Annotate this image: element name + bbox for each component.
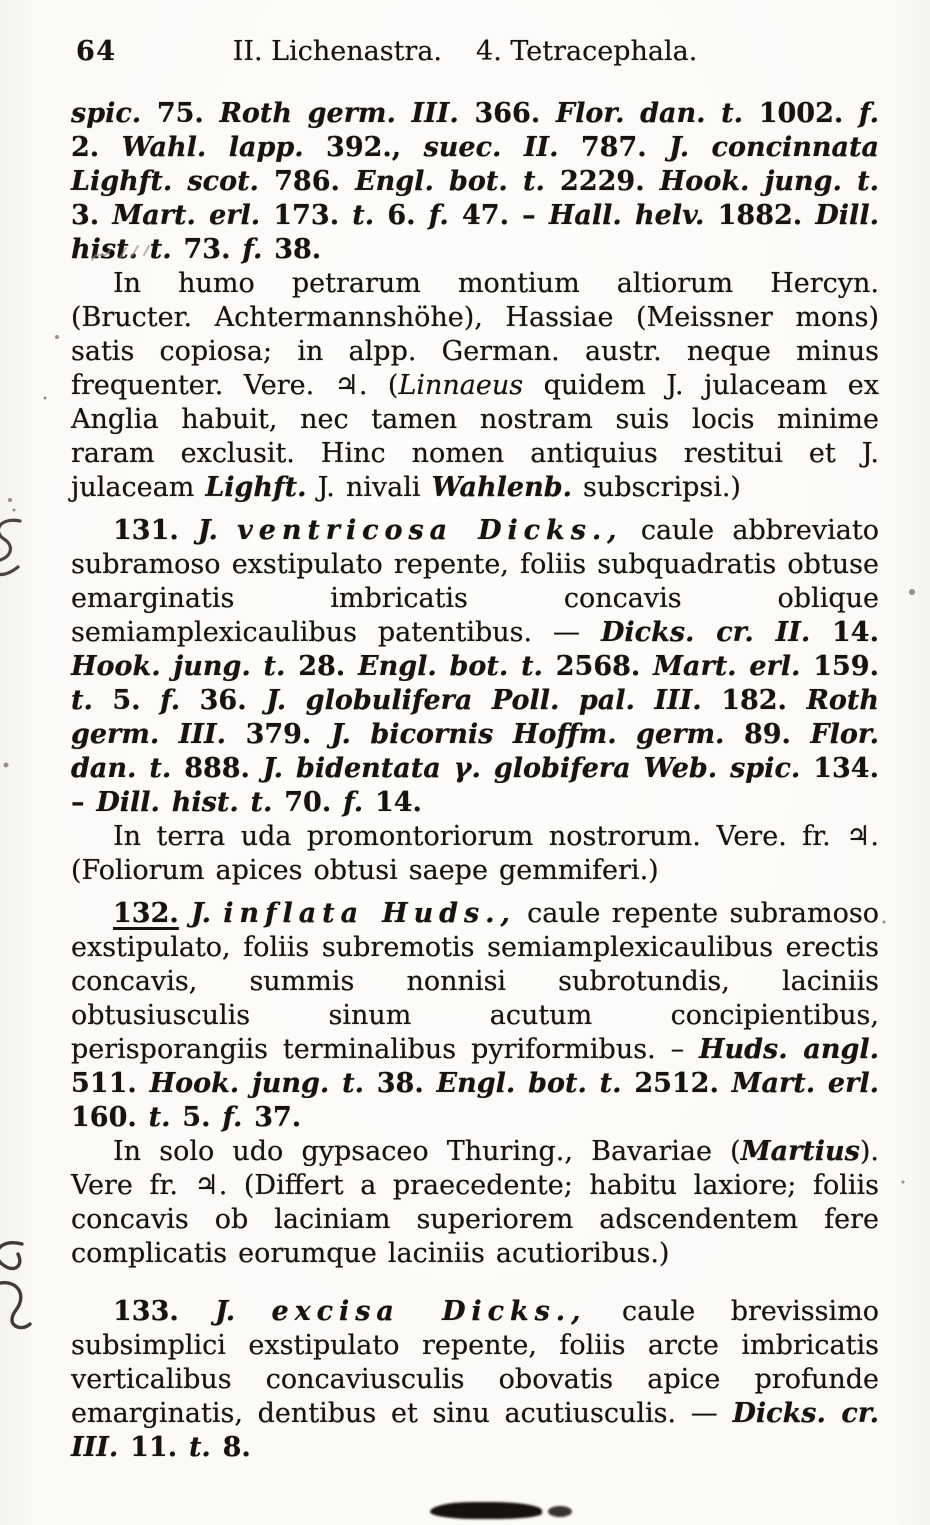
text-run: Dill. hist. t. (71, 200, 879, 265)
text-run: f. (858, 98, 879, 129)
text-run: In humo petrarum montium altiorum Hercyn. (Bructer. Achtermannshöhe), Hassiae (Meissner mons) satis copiosa; in alpp. German. austr. neque minus frequenter. Vere. ♃. ( (71, 268, 879, 401)
text-run: Engl. bot. t. (355, 166, 561, 197)
page-number: 64 (76, 36, 117, 67)
species-entry-131 (71, 514, 879, 820)
text-run: Mart. erl. (731, 1068, 879, 1099)
text-run: 173. (273, 200, 353, 231)
running-title-subsection: 4. Tetracephala. (476, 36, 698, 67)
text-run: J. (197, 515, 238, 546)
text-run: Wahl. lapp. (121, 132, 327, 163)
text-run: 38. (376, 1068, 437, 1099)
text-run: quidem J. julaceam ex Anglia habuit, nec tamen nostram suis locis minime raram exclusit. Hinc nomen antiquius restitui et J. julaceam (71, 370, 879, 503)
handwritten-flourish-upper-icon (0, 515, 28, 581)
text-run: 159. (813, 651, 879, 682)
text-run: Dicks. cr. III. (71, 1398, 879, 1463)
text-run: 132. (113, 898, 179, 929)
text-run: f. (242, 234, 275, 265)
text-run: caule repente subramoso exstipulato, foliis subremotis semiamplexicaulibus erectis concavis, summis nonnisi subrotundis, laciniis obtusiusculis sinum acutum concipientibus, perisporangiis terminalibus pyriformibus. – (71, 898, 879, 1065)
text-run: Engl. bot. t. (357, 651, 556, 682)
text-run: J. (215, 1296, 272, 1327)
text-run: Roth germ. III. (71, 685, 880, 750)
text-run: 2568. (555, 651, 654, 682)
text-run: Mart. erl. (112, 200, 274, 231)
text-run: Flor. dan. t. (555, 98, 759, 129)
text-run: 38. (274, 234, 322, 265)
species-entry-133 (71, 1295, 879, 1465)
text-run: 160. (71, 1102, 149, 1133)
running-title-section: II. Lichenastra. (232, 36, 443, 67)
habitat-note-130 (71, 267, 879, 505)
text-run: 182. (721, 685, 807, 716)
text-run: Wahlenb. (431, 472, 573, 503)
text-run: suec. II. (423, 132, 581, 163)
habitat-note-131 (71, 820, 879, 888)
text-run: 888. (184, 753, 263, 784)
text-run: 379. (245, 719, 331, 750)
text-run: J. concinnata Lighft. scot. (71, 132, 880, 197)
running-title (0, 36, 930, 67)
text-run: t. (352, 200, 388, 231)
text-run: 6. (387, 200, 429, 231)
text-run: J. (190, 898, 224, 929)
text-run: 73. (183, 234, 243, 265)
text-run: subscripsi.) (572, 472, 741, 503)
text-run: caule brevissimo subsimplici exstipulato repente, foliis arcte imbricatis verticalibus concaviusculis obovatis apice profunde emarginatis, dentibus et sinu acutiusculis. — (71, 1296, 879, 1429)
text-run: Hall. helv. (548, 200, 718, 231)
text-run: 11. (130, 1432, 189, 1463)
text-run: 8. (222, 1432, 251, 1463)
text-run: Dill. hist. t. (96, 787, 285, 818)
text-run: Martius (740, 1136, 860, 1167)
text-run: ). Vere fr. ♃. (Differt a praecedente; habitu laxiore; foliis concavis ob laciniam superiorem adscendentem fere complicatis eorumque laciniis acutioribus.) (71, 1136, 879, 1269)
text-run: Engl. bot. t. (436, 1068, 635, 1099)
text-run: caule abbreviato subramoso exstipulato repente, foliis subquadratis obtuse emarginatis imbricatis concavis oblique semiamplexicaulibus patentibus. — (71, 515, 879, 648)
text-run: 2229. (560, 166, 660, 197)
text-run: t. (188, 1432, 223, 1463)
text-run (179, 898, 191, 929)
text-run: 786. (274, 166, 356, 197)
text-run: Hook. jung. t. (149, 1068, 377, 1099)
text-run: 36. (199, 685, 267, 716)
text-run: 787. (580, 132, 670, 163)
text-run: 392., (326, 132, 424, 163)
text-run: 134. – (71, 753, 879, 818)
text-run: 14. (374, 787, 422, 818)
text-run: 5. (182, 1102, 223, 1133)
text-run: In terra uda promontoriorum nostrorum. Vere. fr. ♃. (Foliorum apices obtusi saepe gemmiferi.) (71, 821, 879, 886)
text-run: 70. (284, 787, 344, 818)
text-run: inflata Huds., (223, 898, 516, 929)
text-body (71, 97, 879, 1465)
text-run: Huds. angl. (698, 1034, 879, 1065)
text-run: t. (71, 685, 113, 716)
habitat-note-132 (71, 1135, 879, 1271)
text-run: 511. (71, 1068, 150, 1099)
text-run: 89. (743, 719, 811, 750)
text-run: J. globulifera Poll. pal. III. (266, 685, 722, 716)
citation-continuation (71, 97, 879, 267)
text-run: J. nivali (306, 472, 432, 503)
species-entry-132 (71, 897, 879, 1135)
ink-smudge (430, 1502, 542, 1519)
text-run: Hook. jung. t. (659, 166, 879, 197)
handwritten-flourish-lower-icon (0, 1236, 34, 1338)
text-run: 5. (112, 685, 161, 716)
text-run: Hook. jung. t. (71, 651, 299, 682)
text-run: Lighft. (205, 472, 307, 503)
text-run: 131. (113, 515, 198, 546)
text-run: 1002. (758, 98, 859, 129)
text-run: 28. (298, 651, 358, 682)
text-run: 47. – (462, 200, 549, 231)
text-run: 1882. (717, 200, 816, 231)
text-run: f. (428, 200, 463, 231)
text-run: Linnaeus (398, 370, 524, 401)
text-run: Flor. dan. t. (71, 719, 880, 784)
text-run: t. (148, 1102, 183, 1133)
text-run: 366. (474, 98, 556, 129)
text-run: 3. (71, 200, 113, 231)
text-run: f. (343, 787, 375, 818)
text-run: J. bidentata γ. globifera Web. spic. (262, 753, 814, 784)
text-run: 2512. (634, 1068, 732, 1099)
text-run: 37. (254, 1102, 302, 1133)
text-run: 75. (156, 98, 220, 129)
text-run: 2. (71, 132, 122, 163)
text-run: 133. (113, 1296, 216, 1327)
text-run: Roth germ. III. (219, 98, 475, 129)
text-run: J. bicornis Hoffm. germ. (330, 719, 744, 750)
text-run: Mart. erl. (653, 651, 814, 682)
text-run: ventricosa Dicks., (237, 515, 623, 546)
text-run: spic. (71, 98, 157, 129)
text-run: Dicks. cr. II. (601, 617, 833, 648)
page-header (0, 36, 930, 74)
ink-smudge-small (548, 1506, 572, 1517)
text-run: 14. (832, 617, 879, 648)
text-run: excisa Dicks., (271, 1296, 587, 1327)
text-run: f. (222, 1102, 255, 1133)
text-run: f. (160, 685, 200, 716)
text-run: In solo udo gypsaceo Thuring., Bavariae ( (113, 1136, 741, 1167)
